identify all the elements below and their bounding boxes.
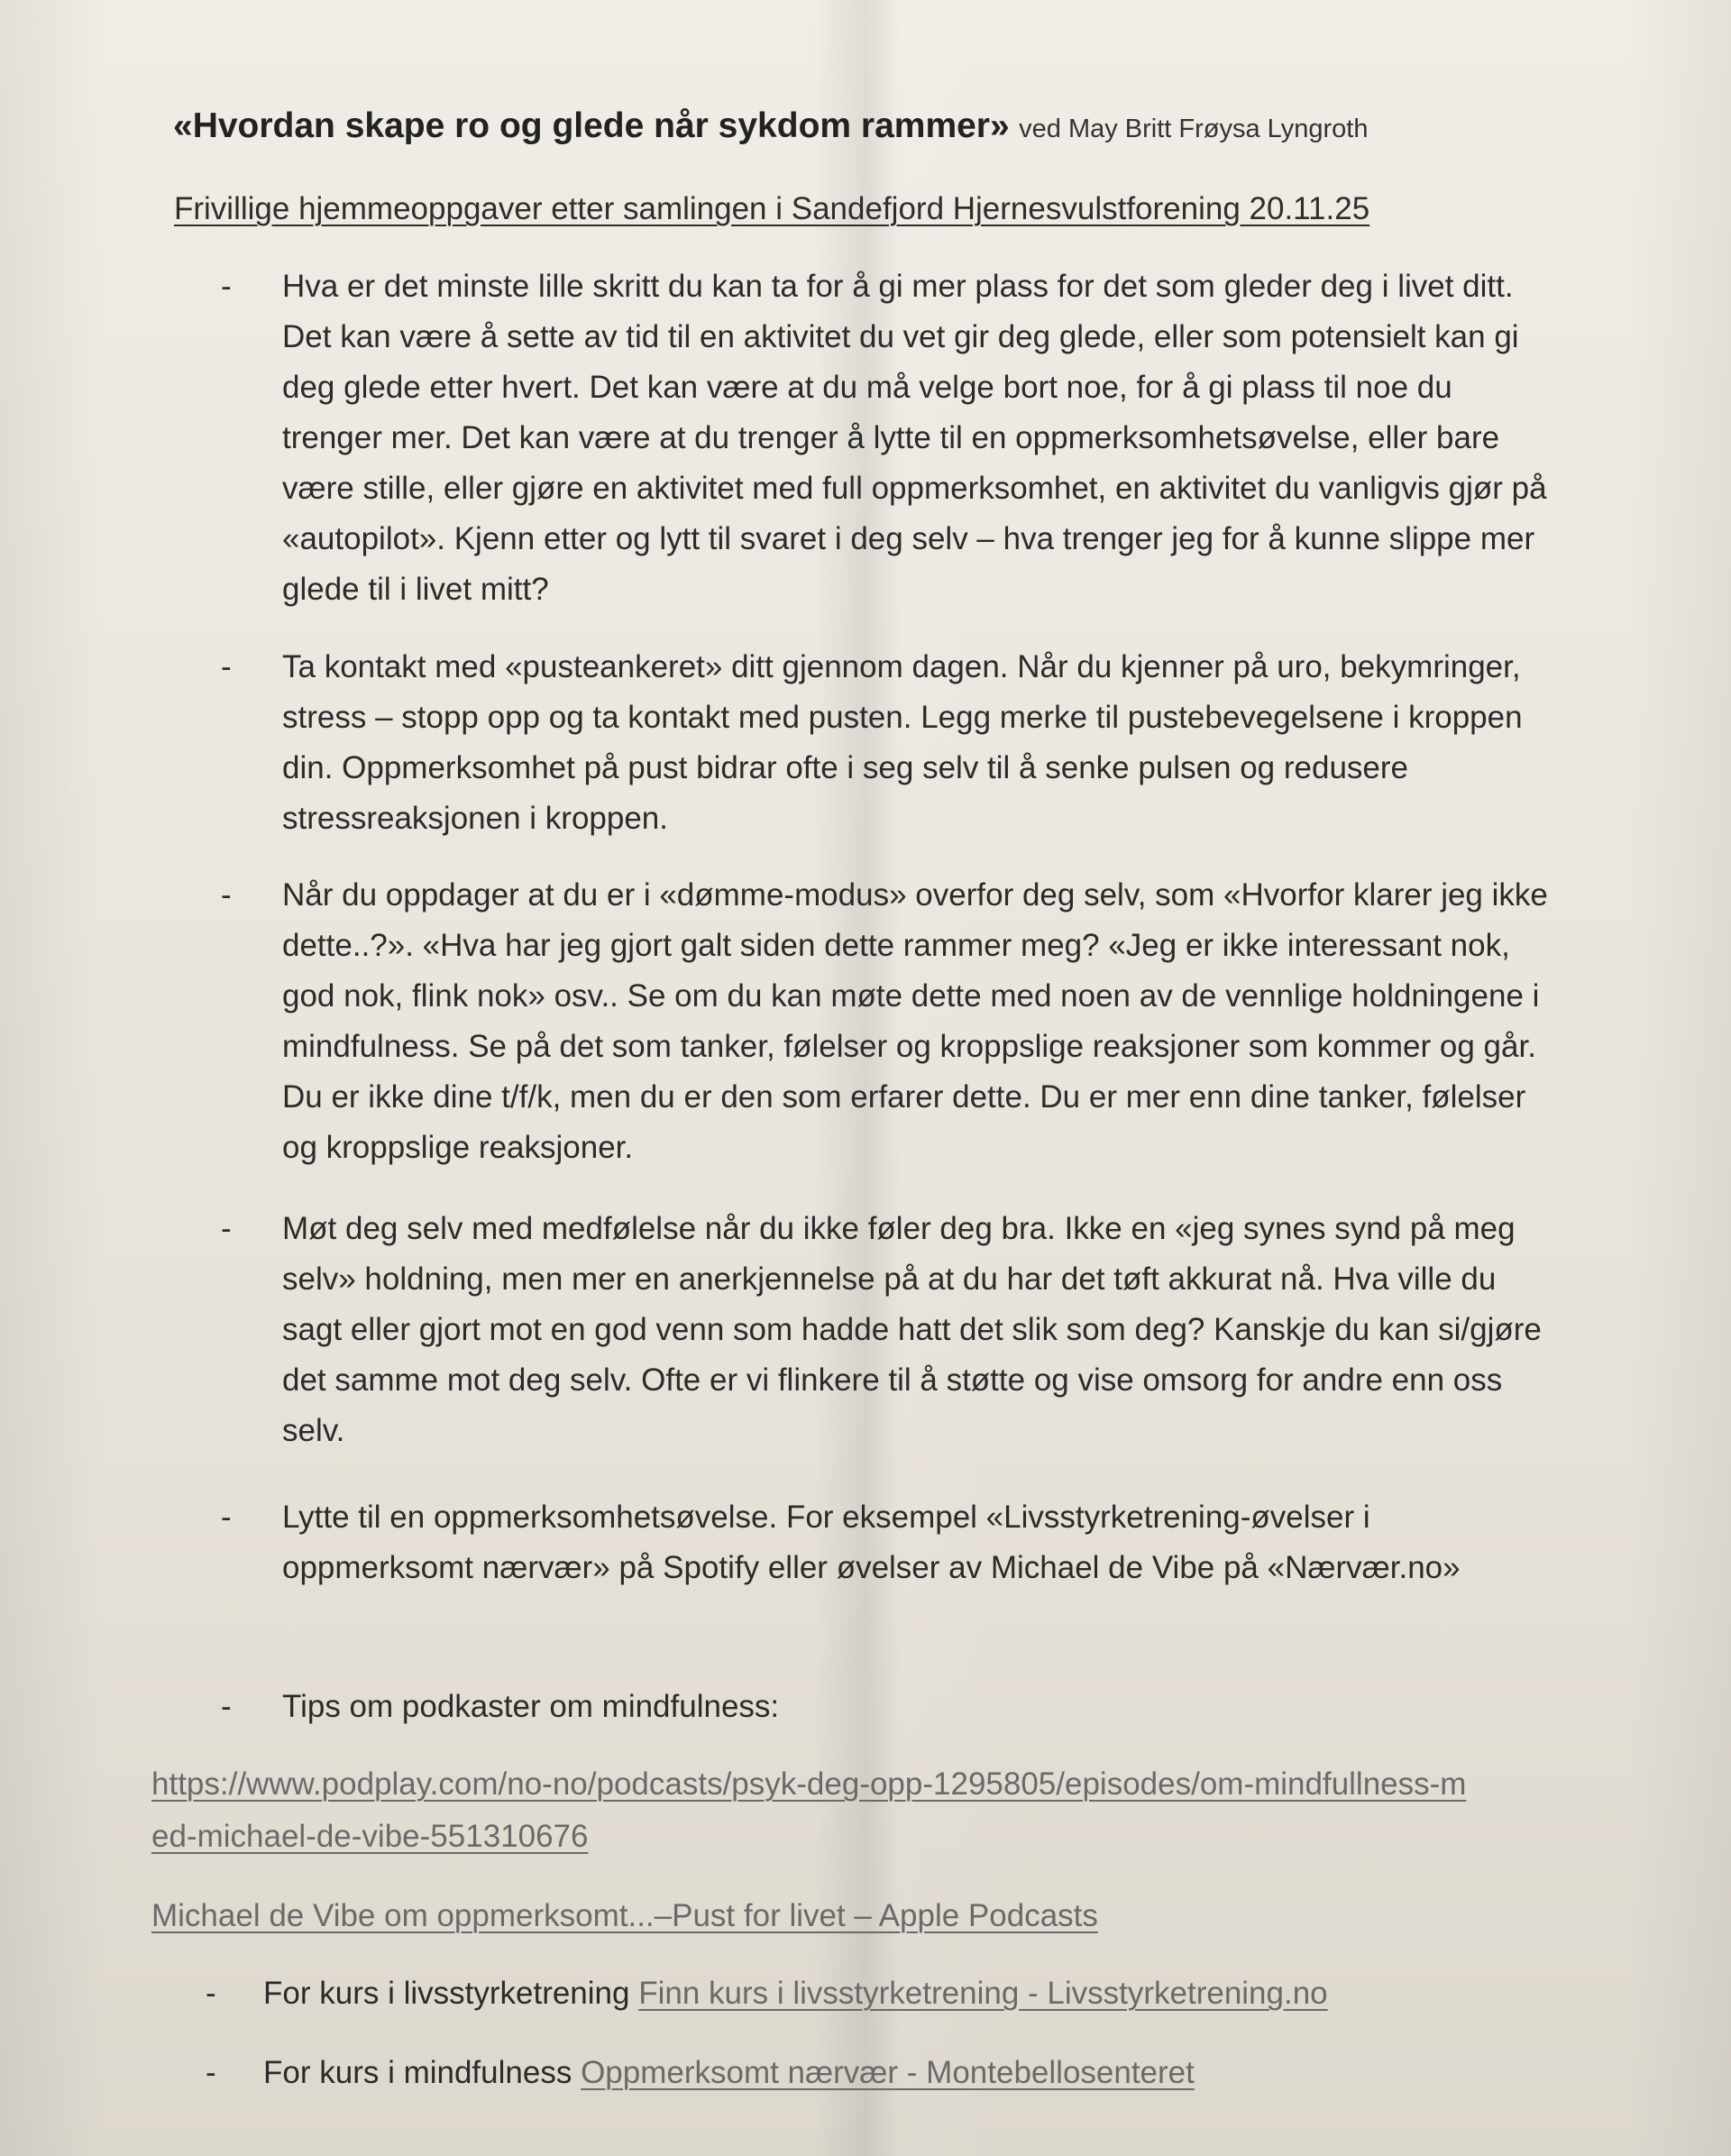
list-item xyxy=(221,642,1555,844)
list-item xyxy=(221,1492,1555,1593)
course-item xyxy=(206,2048,1612,2098)
list-item xyxy=(221,1682,1555,1732)
bullet-dash: - xyxy=(221,649,232,684)
list-item-text: Ta kontakt med «pusteankeret» ditt gjennom dagen. Når du kjenner på uro, bekymringer, stress – stopp opp og ta kontakt med pusten. Legg merke til pustebevegelsene i kroppen din. Oppmerksomhet på pust bidrar ofte i seg selv til å senke pulsen og redusere stressreaksjonen i kroppen. xyxy=(282,649,1523,836)
course-item-text xyxy=(263,1968,1612,2019)
podplay-link[interactable]: https://www.podplay.com/no-no/podcasts/psyk-deg-opp-1295805/episodes/om-mindfullness-med-michael-de-vibe-551310676 xyxy=(151,1766,1467,1854)
bullet-dash: - xyxy=(206,2055,216,2090)
course-label: For kurs i livsstyrketrening xyxy=(263,1976,630,2011)
course-label: For kurs i mindfulness xyxy=(263,2055,572,2090)
list-item-text: Hva er det minste lille skritt du kan ta for å gi mer plass for det som gleder deg i livet ditt. Det kan være å sette av tid til en aktivitet du vet gir deg glede, eller som potensielt kan gi deg glede etter hvert. Det kan være at du må velge bort noe, for å gi plass til noe du trenger mer. Det kan være at du trenger å lytte til en oppmerksomhetsøvelse, eller bare være stille, eller gjøre en aktivitet med full oppmerksomhet, en aktivitet du vanligvis gjør på «autopilot». Kjenn etter og lytt til svaret i deg selv – hva trenger jeg for å kunne slippe mer glede til i livet mitt? xyxy=(282,269,1547,607)
bullet-dash: - xyxy=(221,1689,232,1724)
document-title: «Hvordan skape ro og glede når sykdom rammer» xyxy=(173,106,1010,145)
list-item xyxy=(221,1204,1555,1456)
bullet-dash: - xyxy=(221,1500,232,1535)
author-byline: ved May Britt Frøysa Lyngroth xyxy=(1019,115,1369,143)
title-line xyxy=(173,106,1580,146)
list-item xyxy=(221,870,1555,1173)
bullet-dash: - xyxy=(206,1976,216,2011)
list-item-text: Tips om podkaster om mindfulness: xyxy=(282,1689,780,1724)
livsstyrketrening-link[interactable]: Finn kurs i livsstyrketrening - Livsstyrketrening.no xyxy=(638,1976,1328,2011)
apple-podcasts-link[interactable]: Michael de Vibe om oppmerksomt...–Pust for livet – Apple Podcasts xyxy=(151,1898,1098,1933)
list-item-text: Møt deg selv med medfølelse når du ikke føler deg bra. Ikke en «jeg synes synd på meg selv» holdning, men mer en anerkjennelse på at du har det tøft akkurat nå. Hva ville du sagt eller gjort mot en god venn som hadde hatt det slik som deg? Kanskje du kan si/gjøre det samme mot deg selv. Ofte er vi flinkere til å støtte og vise omsorg for andre enn oss selv. xyxy=(282,1211,1542,1448)
bullet-dash: - xyxy=(221,1211,232,1246)
bullet-dash: - xyxy=(221,877,232,913)
bullet-dash: - xyxy=(221,269,232,304)
course-item xyxy=(206,1968,1612,2019)
list-item xyxy=(221,261,1555,615)
list-item-text: Når du oppdager at du er i «dømme-modus» overfor deg selv, som «Hvorfor klarer jeg ikke dette..?». «Hva har jeg gjort galt siden dette rammer meg? «Jeg er ikke interessant nok, god nok, flink nok» osv.. Se om du kan møte dette med noen av de vennlige holdningene i mindfulness. Se på det som tanker, følelser og kroppslige reaksjoner som kommer og går. Du er ikke dine t/f/k, men du er den som erfarer dette. Du er mer enn dine tanker, følelser og kroppslige reaksjoner. xyxy=(282,877,1548,1165)
course-item-text xyxy=(263,2048,1612,2098)
montebello-link[interactable]: Oppmerksomt nærvær - Montebellosenteret xyxy=(581,2055,1195,2090)
list-item-text: Lytte til en oppmerksomhetsøvelse. For eksempel «Livsstyrketrening-øvelser i oppmerksomt nærvær» på Spotify eller øvelser av Michael de Vibe på «Nærvær.no» xyxy=(282,1500,1461,1585)
document-subtitle: Frivillige hjemmeoppgaver etter samlingen i Sandefjord Hjernesvulstforening 20.11.25 xyxy=(174,191,1370,226)
